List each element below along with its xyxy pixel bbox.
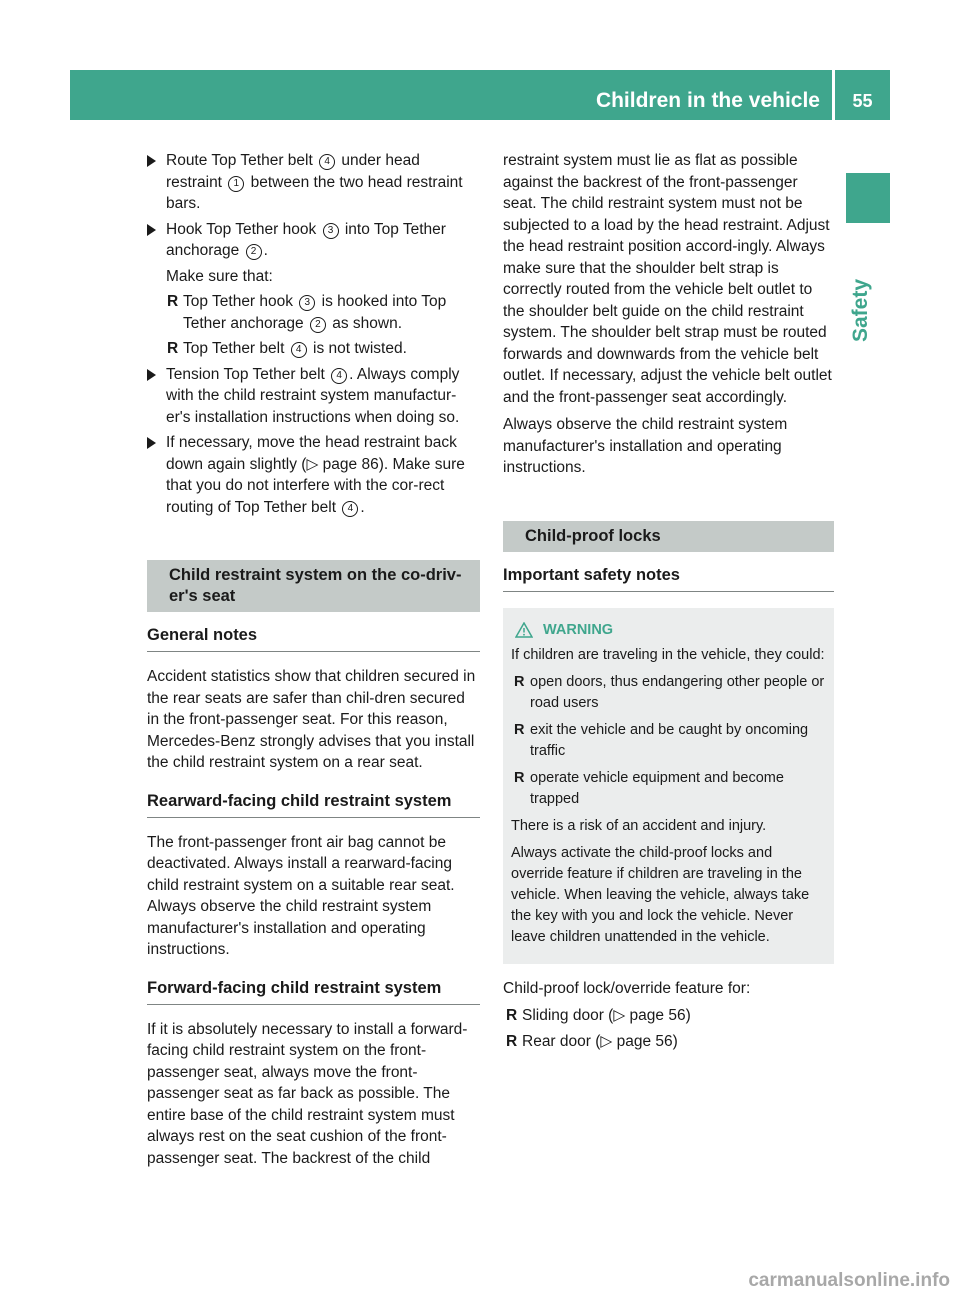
callout-number: 3 (323, 223, 339, 239)
warning-box (503, 608, 834, 964)
callout-number: 2 (310, 317, 326, 333)
bullet-icon: R (514, 769, 525, 786)
bullet-icon: R (506, 1007, 518, 1024)
bullet-icon: R (167, 340, 179, 357)
header-bar (70, 70, 890, 120)
left-column (147, 150, 480, 1175)
callout-number: 4 (331, 368, 347, 384)
step-arrow-icon (147, 369, 156, 381)
list-item: R Sliding door (▷ page 56) (503, 1005, 834, 1027)
observe-text: Always observe the child restraint system manufacturer's installation and operating instructions. (503, 416, 788, 476)
instruction-step: Route Top Tether belt 4 under head restraint 1 between the two head restraint bars. (147, 150, 480, 215)
callout-number: 2 (246, 244, 262, 260)
list-item: R Top Tether belt 4 is not twisted. (147, 338, 480, 360)
general-notes-heading: General notes (147, 624, 480, 652)
bullet-icon: R (167, 293, 179, 310)
rearward-text: The front-passenger front air bag cannot be deactivated. Always install a rearward-facing child restraint system on a suitable rear seat. Always observe the child restraint system manufacturer's installation and operating instructions. (147, 833, 455, 958)
callout-number: 3 (299, 295, 315, 311)
callout-number: 1 (228, 176, 244, 192)
section-title: Child-proof locks (503, 521, 834, 552)
forward-heading: Forward-facing child restraint system (147, 977, 480, 1005)
list-item: R Top Tether hook 3 is hooked into Top Tether anchorage 2 as shown. (167, 293, 447, 332)
safety-heading: Important safety notes (503, 564, 834, 592)
bullet-icon: R (506, 1032, 518, 1050)
bullet-icon: R (514, 721, 525, 738)
warning-risk: There is a risk of an accident and injury. (511, 817, 767, 834)
list-item: R open doors, thus endangering other people or road users (514, 673, 825, 711)
page-ref-icon: ▷ (306, 455, 319, 473)
section-title: Child restraint system on the co-driv-er's seat (147, 560, 480, 612)
callout-number: 4 (342, 501, 358, 517)
rearward-heading: Rearward-facing child restraint system (147, 790, 480, 818)
list-item: R Rear door (▷ page 56) (503, 1031, 834, 1053)
make-sure-text: Make sure that: (166, 267, 273, 285)
side-tab (846, 173, 890, 223)
step-arrow-icon (147, 224, 156, 236)
chapter-title: Children in the vehicle (595, 89, 820, 112)
warning-advice: Always activate the child-proof locks and override feature if children are traveling in the vehicle. When leaving the vehicle, always take the key with you and lock the vehicle. Never leave children unattended in the vehicle. (511, 844, 810, 945)
page-number: 55 (852, 91, 873, 111)
side-label: Safety (849, 278, 872, 342)
continued-text: restraint system must lie as flat as possible against the backrest of the front-passenger seat. The child restraint system must not be subjected to a load by the head restraint. Adjust the head restraint position accord-ingly. Always make sure that the shoulder belt strap is correctly routed from the vehicle belt outlet to the shoulder belt guide on the child restraint system. The shoulder belt strap must be routed forwards and downwards from the vehicle belt outlet. If necessary, adjust the vehicle belt outlet and the front-passenger seat accordingly. (503, 152, 832, 406)
step-arrow-icon (147, 437, 156, 449)
feature-intro: Child-proof lock/override feature for: (503, 979, 751, 997)
instruction-step: Tension Top Tether belt 4 . Always comply with the child restraint system manufactur-er's installation instructions when doing so. (147, 364, 480, 429)
callout-number: 4 (319, 154, 335, 170)
forward-text: If it is absolutely necessary to install a forward-facing child restraint system on the front-passenger seat, always move the front-passenger seat as far back as possible. The entire base of the child restraint system must always rest on the seat cushion of the front-passenger seat. The backrest of the child (147, 1020, 468, 1167)
list-item: R exit the vehicle and be caught by oncoming traffic (514, 721, 809, 759)
instruction-step: Hook Top Tether hook 3 into Top Tether anchorage 2 . (147, 219, 480, 262)
callout-number: 4 (291, 342, 307, 358)
warning-intro: If children are traveling in the vehicle, they could: (511, 646, 825, 663)
step-arrow-icon (147, 155, 156, 167)
page-ref-icon: ▷ (613, 1007, 626, 1024)
right-column (503, 150, 834, 1056)
list-item: R operate vehicle equipment and become trapped (514, 769, 784, 807)
page-ref-icon: ▷ (600, 1032, 613, 1050)
bullet-icon: R (514, 673, 525, 690)
instruction-step: If necessary, move the head restraint back down again slightly (▷ page 86). Make sure that you do not interfere with the cor-rect routing of Top Tether belt 4 . (147, 432, 480, 518)
warning-triangle-icon (515, 622, 533, 638)
warning-title-row (511, 620, 826, 641)
watermark: carmanualsonline.info (748, 1270, 950, 1291)
general-notes-text: Accident statistics show that children secured in the rear seats are safer than chil-dren secured in the front-passenger seat. For this reason, Mercedes-Benz strongly advises that you install the child restraint system on a rear seat. (147, 668, 476, 771)
warning-title: WARNING (543, 621, 614, 638)
